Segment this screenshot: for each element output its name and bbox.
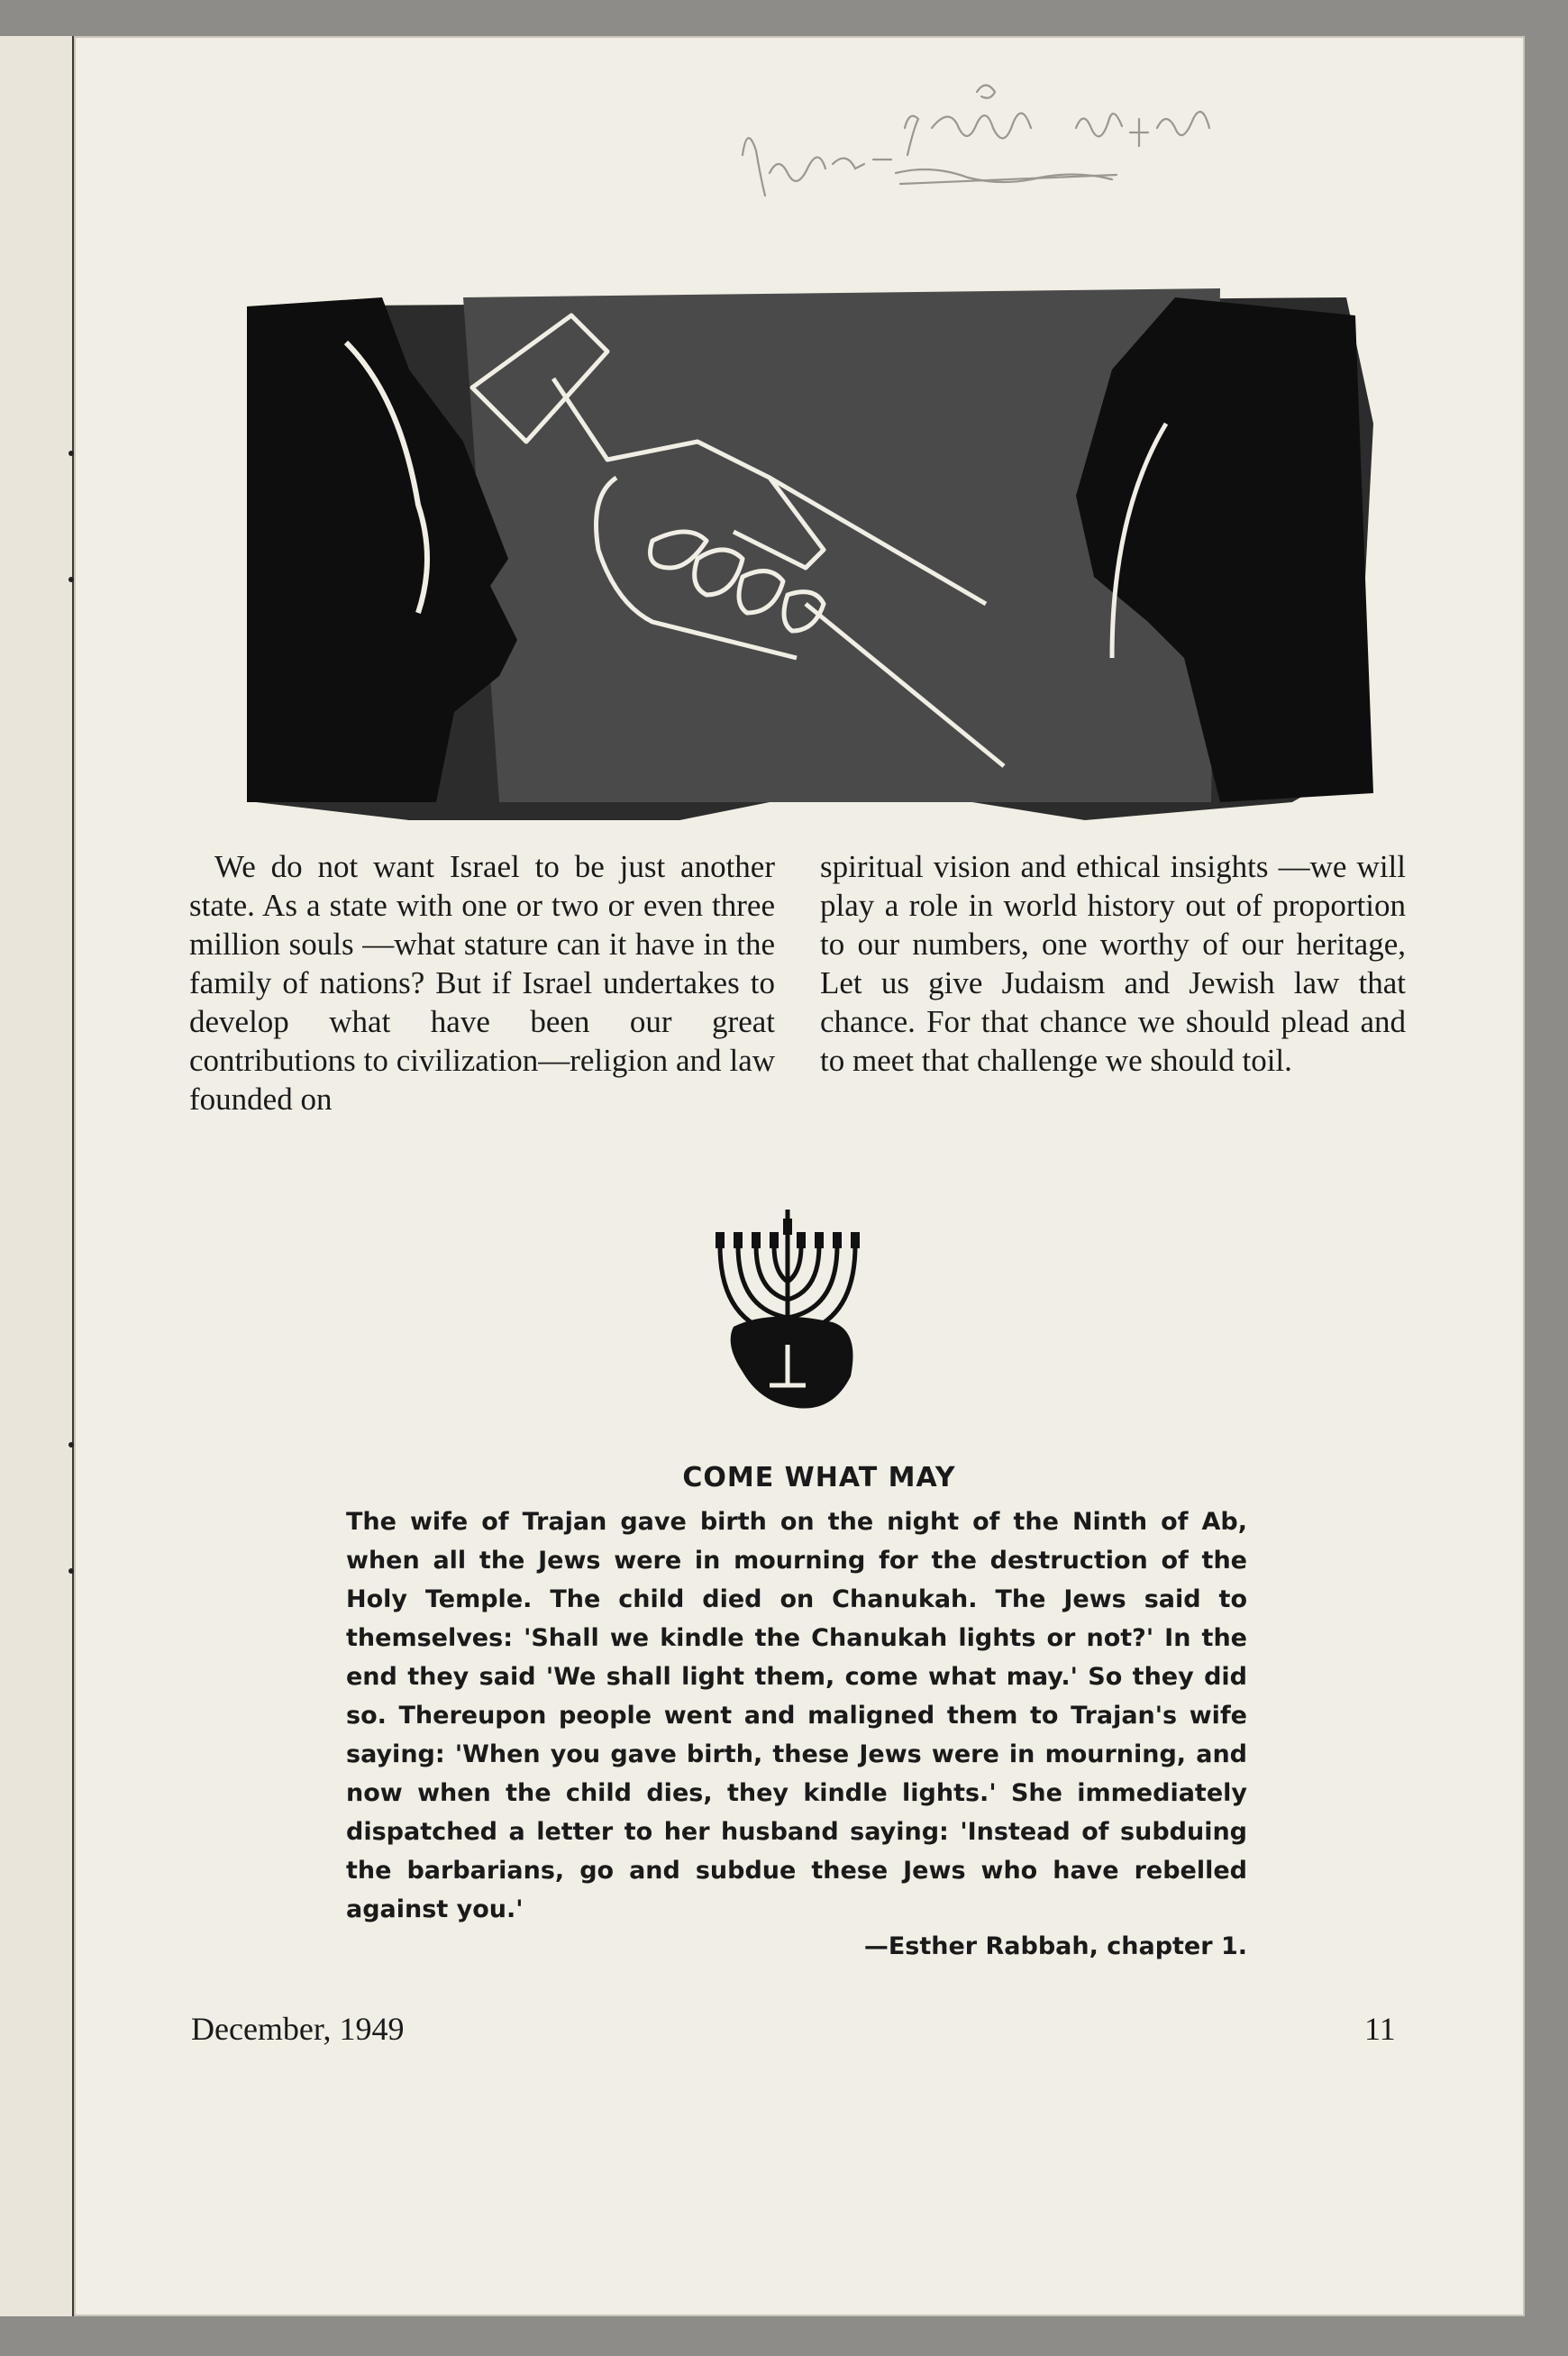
page-number: 11 bbox=[1364, 2011, 1396, 2047]
sidebar-text: The wife of Trajan gave birth on the night of the Ninth of Ab, when all the Jews were in mourning for the destruction of the Holy Temple. The child died on Chanukah. The Jews said to themselves: 'Shall we kindle the Chanukah lights or not?' In the end they said 'We shall light them, come what may.' So they did so. Thereupon people went and maligned them to Trajan's wife saying: 'When you gave birth, these Jews were in mourning, and now when the child dies, they kindle lights.' She immediately dispatched a letter to her husband saying: 'Instead of subduing the barbarians, go and subdue these Jews who have rebelled against you.' bbox=[346, 1508, 1247, 1923]
sidebar-title: COME WHAT MAY bbox=[682, 1462, 956, 1493]
magazine-page bbox=[74, 36, 1525, 2316]
menorah-icon bbox=[697, 1201, 878, 1417]
come-what-may-sidebar bbox=[346, 1462, 1292, 1960]
facing-page-edge bbox=[0, 36, 75, 2316]
footer-date: December, 1949 bbox=[191, 2011, 405, 2047]
handshake-illustration bbox=[229, 261, 1382, 838]
body-text-left-column: We do not want Israel to be just another state. As a state with one or two or even three million souls —what stature can it have in the family of nations? But if Israel undertakes to develop what have been our great contributions to civilization—religion and law founded on bbox=[189, 849, 775, 1117]
body-text-right-column: spiritual vision and ethical insights —we will play a role in world history out of proportion to our numbers, one worthy of our heritage, Let us give Judaism and Jewish law that chance. For that chance we should plead and to meet that challenge we should toil. bbox=[820, 849, 1406, 1078]
sidebar-attribution: —Esther Rabbah, chapter 1. bbox=[863, 1932, 1247, 1960]
handwritten-pencil-note bbox=[716, 74, 1220, 227]
